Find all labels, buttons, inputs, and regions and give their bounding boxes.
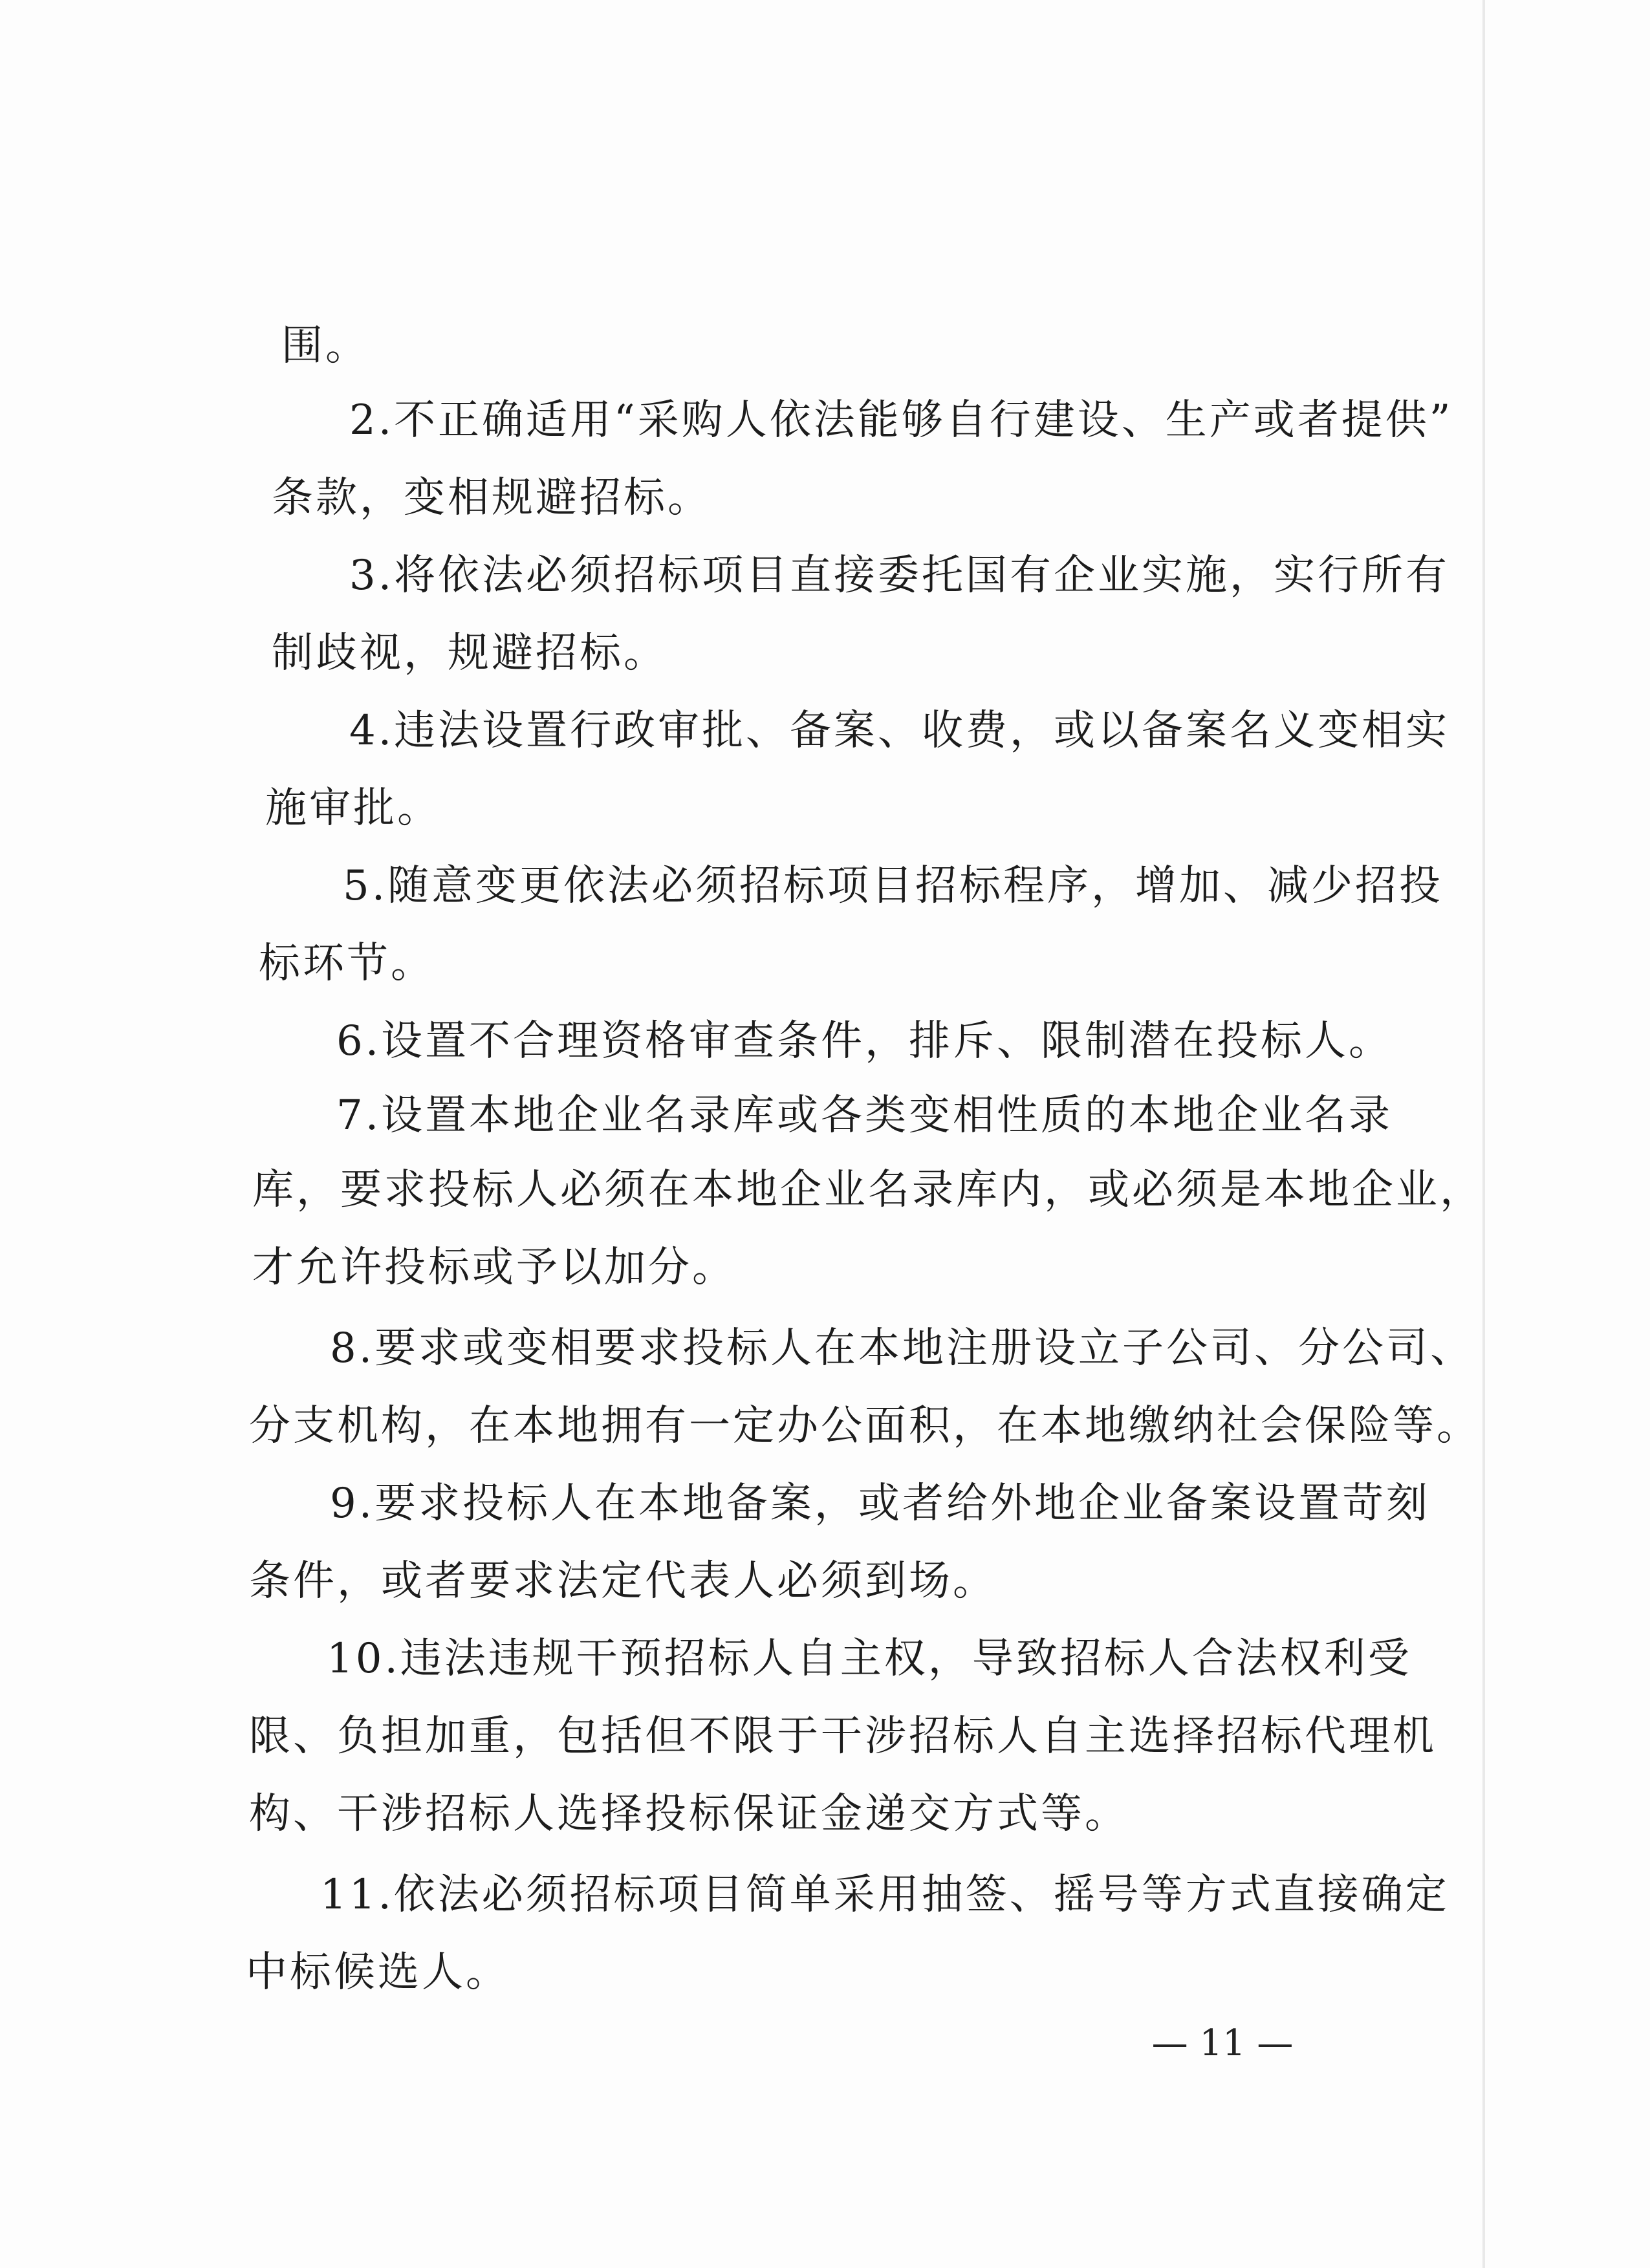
text-line: 5.随意变更依法必须招标项目招标程序，增加、减少招投: [343, 862, 1444, 910]
text-line: 分支机构，在本地拥有一定办公面积，在本地缴纳社会保险等。: [249, 1402, 1481, 1450]
text-line: 围。: [281, 322, 369, 370]
text-line: 中标候选人。: [246, 1949, 510, 1996]
text-line: 条件，或者要求法定代表人必须到场。: [249, 1557, 997, 1605]
text-line: 条款，变相规避招标。: [272, 474, 711, 522]
text-line: 库，要求投标人必须在本地企业名录库内，或必须是本地企业，: [252, 1166, 1484, 1214]
text-line: 制歧视，规避招标。: [272, 629, 668, 677]
text-line: 10.违法违规干预招标人自主权，导致招标人合法权利受: [327, 1635, 1412, 1683]
text-line: 8.要求或变相要求投标人在本地注册设立子公司、分公司、: [330, 1324, 1475, 1372]
text-line: 构、干涉招标人选择投标保证金递交方式等。: [249, 1790, 1129, 1838]
text-line: 标环节。: [259, 940, 435, 988]
text-line: 限、负担加重，包括但不限于干涉招标人自主选择招标代理机: [249, 1712, 1437, 1760]
text-line: 3.将依法必须招标项目直接委托国有企业实施，实行所有: [349, 552, 1450, 599]
text-line: 4.违法设置行政审批、备案、收费，或以备案名义变相实: [349, 707, 1450, 755]
page-number: — 11 —: [1151, 2022, 1294, 2064]
text-line: 2.不正确适用“采购人依法能够自行建设、生产或者提供”: [349, 396, 1453, 444]
text-line: 6.设置不合理资格审查条件，排斥、限制潜在投标人。: [336, 1017, 1393, 1065]
text-line: 施审批。: [265, 784, 441, 832]
text-line: 才允许投标或予以加分。: [252, 1244, 736, 1291]
text-line: 9.要求投标人在本地备案，或者给外地企业备案设置苛刻: [330, 1480, 1431, 1528]
scan-edge-line: [1482, 0, 1485, 2268]
text-line: 11.依法必须招标项目简单采用抽签、摇号等方式直接确定: [320, 1871, 1449, 1919]
text-line: 7.设置本地企业名录库或各类变相性质的本地企业名录: [336, 1092, 1393, 1139]
